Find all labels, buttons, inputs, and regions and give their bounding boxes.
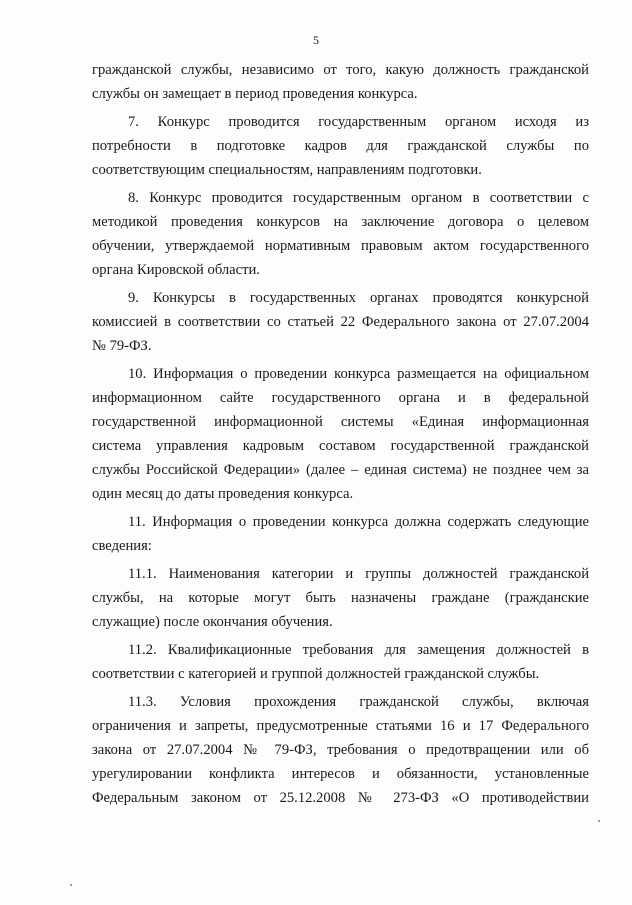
text-line: № 79-ФЗ. [92, 338, 152, 354]
text-line: службы он замещает в период проведения конкурса. [92, 86, 418, 102]
text-line: соответствующим специальностям, направлениям подготовки. [92, 162, 482, 178]
text-line: урегулировании конфликта интересов и обязанности, установленные [92, 766, 589, 782]
text-line: сведения: [92, 538, 152, 554]
scan-speck [598, 820, 600, 822]
text-line: гражданской службы, независимо от того, какую должность гражданской [92, 62, 589, 78]
page-number: 5 [313, 33, 319, 47]
document-body [92, 58, 589, 810]
text-line: методикой проведения конкурсов на заключение договора о целевом [92, 214, 589, 230]
text-line: 11.1. Наименования категории и группы должностей гражданской [128, 566, 589, 582]
text-line: потребности в подготовке кадров для гражданской службы по [92, 138, 589, 154]
text-line: служащие) после окончания обучения. [92, 614, 333, 630]
text-line: комиссией в соответствии со статьей 22 Федерального закона от 27.07.2004 [92, 314, 589, 330]
text-line: 11.3. Условия прохождения гражданской службы, включая [128, 694, 589, 710]
text-line: Федеральным законом от 25.12.2008 № 273-ФЗ «О противодействии [92, 790, 589, 806]
text-line: органа Кировской области. [92, 262, 260, 278]
text-line: службы, на которые могут быть назначены граждане (гражданские [92, 590, 589, 606]
text-line: ограничения и запреты, предусмотренные статьями 16 и 17 Федерального [92, 718, 589, 734]
text-line: 8. Конкурс проводится государственным органом в соответствии с [128, 190, 589, 206]
text-line: 7. Конкурс проводится государственным органом исходя из [128, 114, 589, 130]
text-line: информационном сайте государственного органа и в федеральной [92, 390, 589, 406]
text-line: закона от 27.07.2004 № 79-ФЗ, требования о предотвращении или об [92, 742, 589, 758]
text-line: система управления кадровым составом государственной гражданской [92, 438, 589, 454]
text-line: 9. Конкурсы в государственных органах проводятся конкурсной [128, 290, 589, 306]
text-line: соответствии с категорией и группой должностей гражданской службы. [92, 666, 540, 682]
text-line: службы Российской Федерации» (далее – единая система) не позднее чем за [92, 462, 589, 478]
text-line: 11. Информация о проведении конкурса должна содержать следующие [128, 514, 589, 530]
text-line: государственной информационной системы «Единая информационная [92, 414, 589, 430]
text-line: обучении, утверждаемой нормативным правовым актом государственного [92, 238, 589, 254]
text-line: 10. Информация о проведении конкурса размещается на официальном [128, 366, 589, 382]
scan-speck [70, 884, 72, 886]
text-line: 11.2. Квалификационные требования для замещения должностей в [128, 642, 589, 658]
text-line: один месяц до даты проведения конкурса. [92, 486, 354, 502]
